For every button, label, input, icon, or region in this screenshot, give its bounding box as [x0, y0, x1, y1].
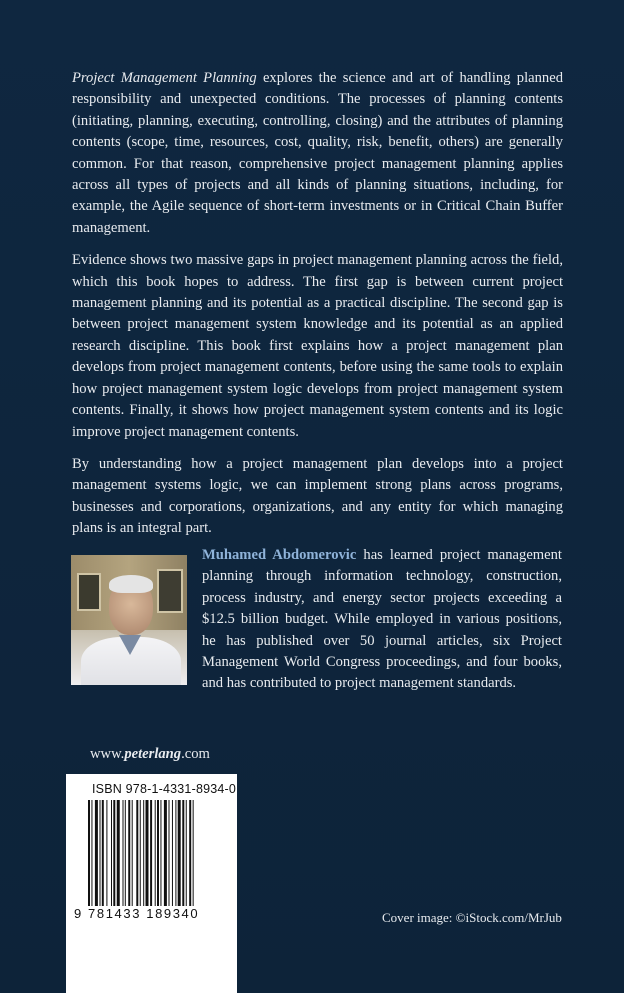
paragraph-1-text: explores the science and art of handling planned responsibility and unexpected conditions. The processes of planning contents (initiating, planning, executing, controlling, closing) and the attributes of planning contents (scope, time, resources, cost, quality, risk, benefit, others) are generally common. For that reason, comprehensive project management planning applies across all types of projects and all kinds of planning situations, including, for example, the Agile sequence of short-term investments or in Critical Chain Buffer management.	[72, 70, 563, 236]
author-photo	[71, 555, 187, 685]
publisher-url[interactable]: www.peterlang.com	[90, 746, 210, 762]
description-paragraph-3: By understanding how a project management plan develops into a project management systems logic, we can implement strong plans across programs, businesses and corporations, organizations, and any entity for which managing plans is an integral part.	[72, 455, 563, 537]
barcode-icon	[88, 800, 222, 906]
description-paragraph-1	[72, 68, 563, 239]
cover-image-credit: Cover image: ©iStock.com/MrJub	[382, 910, 562, 925]
author-bio	[202, 545, 562, 695]
author-bio-text: has learned project management planning through information technology, construction, process industry, and energy sector projects exceeding a $12.5 billion budget. While employed in various positions, he has published over 50 journal articles, six Project Management World Congress proceedings, and four books, and has contributed to project management standards.	[202, 547, 562, 692]
isbn-label: ISBN 978-1-4331-8934-0	[92, 782, 237, 796]
barcode-digits: 9 781433 189340	[74, 906, 200, 921]
description-paragraph-2: Evidence shows two massive gaps in project management planning across the field, which this book hopes to address. The first gap is between current project management planning and its potential as a practical discipline. The second gap is between project management system knowledge and its potential as an applied research discipline. This book first explains how a project management plan develops from project management contents, before using the same tools to explain how project management system logic develops from project management system contents. Finally, it shows how project management system contents and its logic improve project management contents.	[72, 252, 563, 440]
description-text	[72, 68, 563, 551]
book-title: Project Management Planning	[72, 70, 257, 86]
author-name: Muhamed Abdomerovic	[202, 547, 357, 563]
